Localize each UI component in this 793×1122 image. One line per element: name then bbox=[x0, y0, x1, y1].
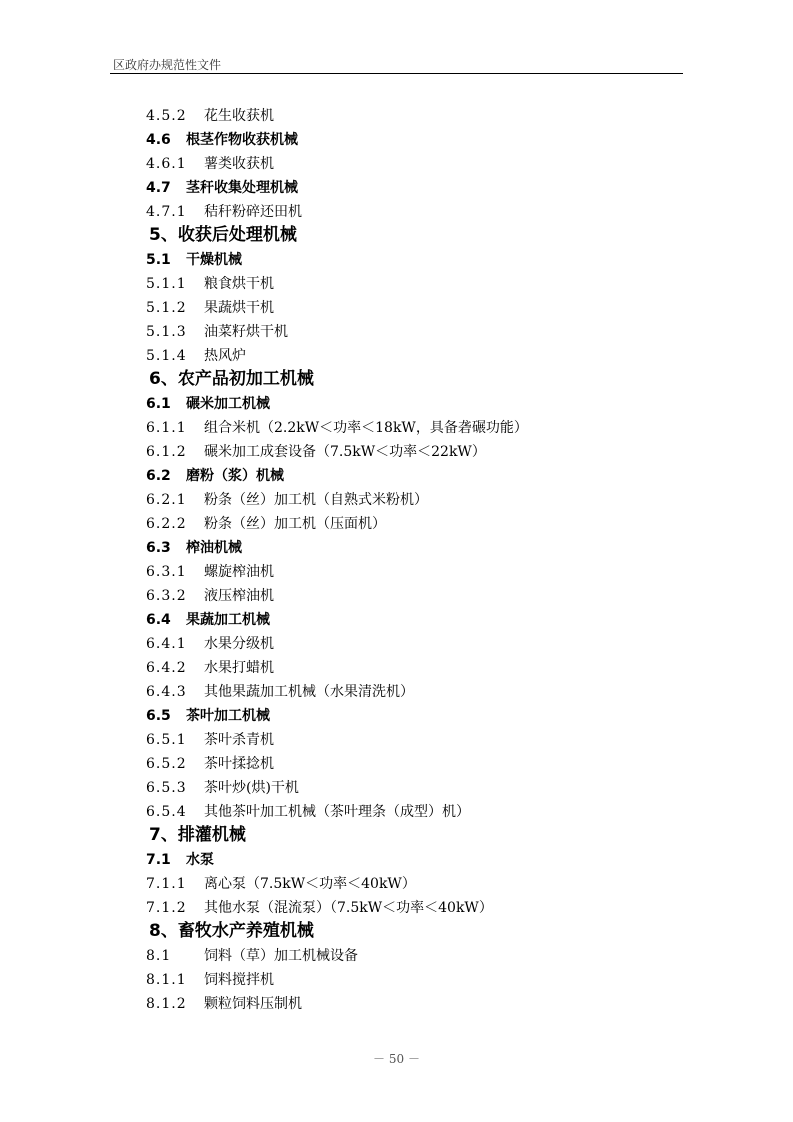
list-item: 6.5.2 茶叶揉捻机 bbox=[146, 756, 274, 772]
list-item: 8.1.2 颗粒饲料压制机 bbox=[146, 996, 302, 1012]
section-heading: 5.1 干燥机械 bbox=[146, 252, 242, 268]
list-item: 8.1 饲料（草）加工机械设备 bbox=[146, 948, 358, 964]
section-heading: 7.1 水泵 bbox=[146, 852, 214, 868]
list-item: 6.4.3 其他果蔬加工机械（水果清洗机） bbox=[146, 684, 414, 700]
list-item: 5.1.1 粮食烘干机 bbox=[146, 276, 274, 292]
list-item: 6.3.1 螺旋榨油机 bbox=[146, 564, 274, 580]
chapter-heading: 8、畜牧水产养殖机械 bbox=[149, 921, 314, 941]
list-item: 4.5.2 花生收获机 bbox=[146, 108, 274, 124]
section-heading: 6.4 果蔬加工机械 bbox=[146, 612, 270, 628]
page-number: － 50 － bbox=[373, 1052, 420, 1066]
chapter-heading: 7、排灌机械 bbox=[149, 825, 246, 845]
list-item: 6.1.2 碾米加工成套设备（7.5kW＜功率＜22kW） bbox=[146, 444, 486, 460]
list-item: 5.1.4 热风炉 bbox=[146, 348, 246, 364]
section-heading: 6.1 碾米加工机械 bbox=[146, 396, 270, 412]
list-item: 6.1.1 组合米机（2.2kW＜功率＜18kW，具备砻碾功能） bbox=[146, 420, 528, 436]
list-item: 6.2.2 粉条（丝）加工机（压面机） bbox=[146, 516, 386, 532]
list-item: 7.1.2 其他水泵（混流泵）（7.5kW＜功率＜40kW） bbox=[146, 900, 493, 916]
list-item: 6.3.2 液压榨油机 bbox=[146, 588, 274, 604]
list-item: 6.4.1 水果分级机 bbox=[146, 636, 274, 652]
list-item: 5.1.2 果蔬烘干机 bbox=[146, 300, 274, 316]
section-heading: 6.5 茶叶加工机械 bbox=[146, 708, 270, 724]
list-item: 6.5.4 其他茶叶加工机械（茶叶理条（成型）机） bbox=[146, 804, 470, 820]
section-heading: 6.3 榨油机械 bbox=[146, 540, 242, 556]
section-heading: 4.6 根茎作物收获机械 bbox=[146, 132, 298, 148]
list-item: 6.2.1 粉条（丝）加工机（自熟式米粉机） bbox=[146, 492, 428, 508]
chapter-heading: 5、收获后处理机械 bbox=[149, 225, 297, 245]
list-item: 7.1.1 离心泵（7.5kW＜功率＜40kW） bbox=[146, 876, 416, 892]
header-rule bbox=[110, 73, 683, 74]
list-item: 8.1.1 饲料搅拌机 bbox=[146, 972, 274, 988]
list-item: 6.5.1 茶叶杀青机 bbox=[146, 732, 274, 748]
list-item: 4.6.1 薯类收获机 bbox=[146, 156, 274, 172]
section-heading: 6.2 磨粉（浆）机械 bbox=[146, 468, 284, 484]
list-item: 4.7.1 秸秆粉碎还田机 bbox=[146, 204, 302, 220]
page-header: 区政府办规范性文件 bbox=[113, 58, 222, 72]
section-heading: 4.7 茎秆收集处理机械 bbox=[146, 180, 298, 196]
list-item: 5.1.3 油菜籽烘干机 bbox=[146, 324, 288, 340]
chapter-heading: 6、农产品初加工机械 bbox=[149, 369, 314, 389]
list-item: 6.4.2 水果打蜡机 bbox=[146, 660, 274, 676]
list-item: 6.5.3 茶叶炒(烘)干机 bbox=[146, 780, 299, 796]
